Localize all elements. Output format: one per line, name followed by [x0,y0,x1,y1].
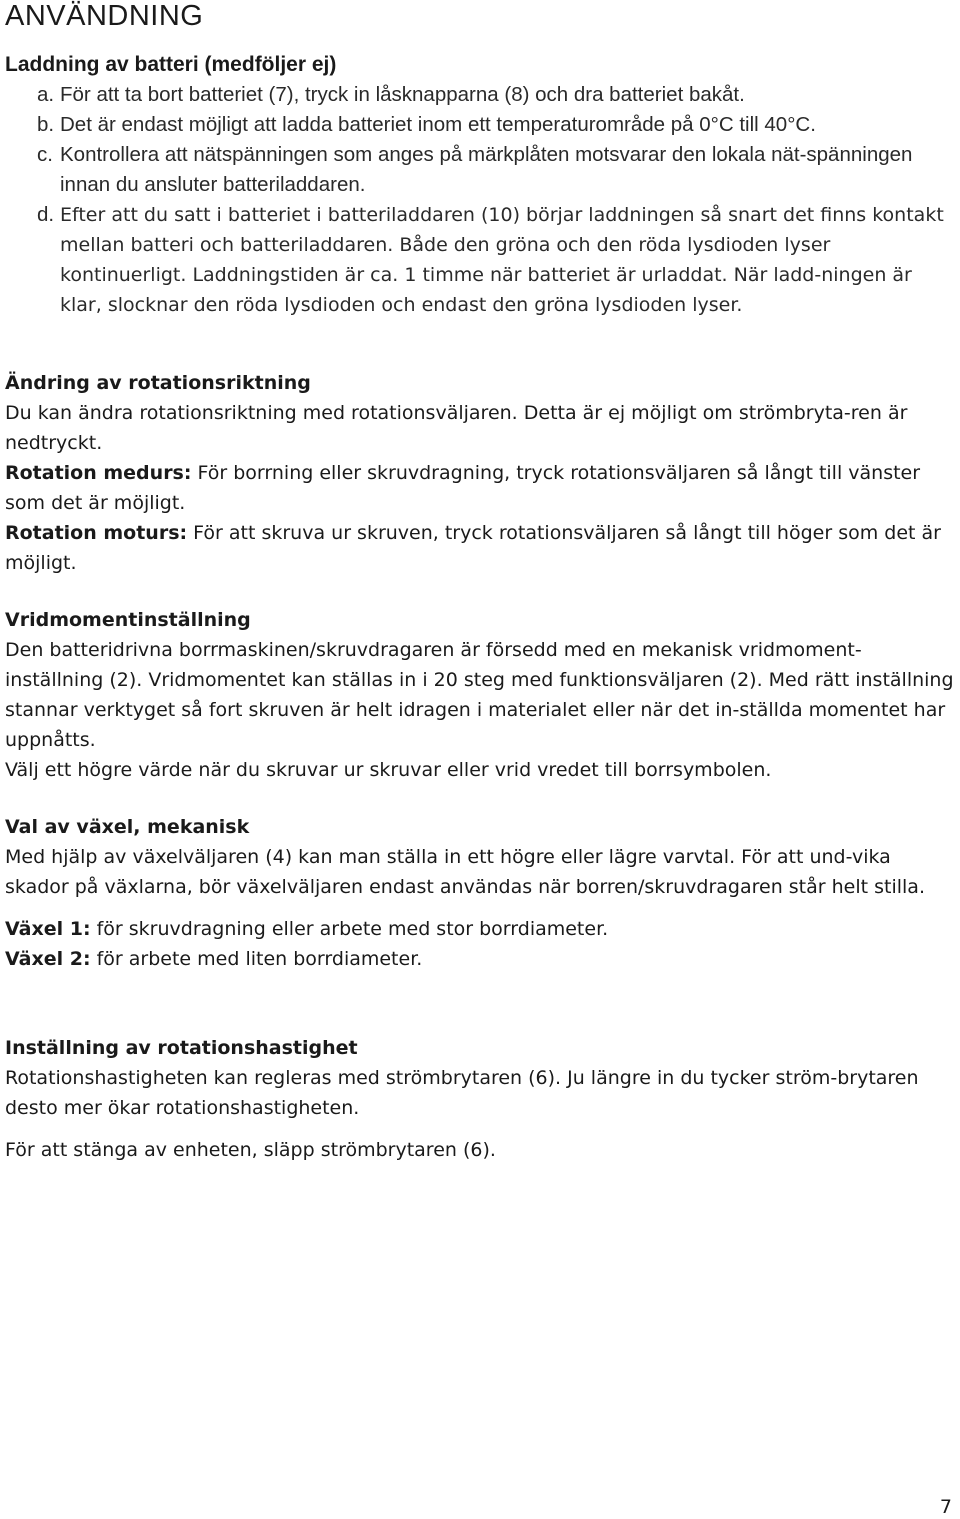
gear-2-text: för arbete med liten borrdiameter. [90,948,423,970]
rotation-counterclockwise-label: Rotation moturs: [5,522,188,544]
section-rotation-direction [5,368,955,578]
gear-1-label: Växel 1: [5,918,91,940]
page-number: 7 [939,1496,952,1518]
heading-torque: Vridmomentinställning [5,609,251,631]
battery-steps-list [5,80,955,320]
page-title: ANVÄNDNING [5,0,204,32]
gear-1-text: för skruvdragning eller arbete med stor borrdiameter. [90,918,609,940]
list-marker: c. [37,143,53,166]
rotation-intro: Du kan ändra rotationsriktning med rotationsväljaren. Detta är ej möjligt om strömbryta-ren är nedtryckt. [5,402,908,454]
list-item-text: Det är endast möjligt att ladda batteriet inom ett temperaturområde på 0°C till 40°C. [60,113,816,136]
list-item [5,80,955,110]
heading-gear-selection: Val av växel, mekanisk [5,816,250,838]
list-item [5,110,955,140]
rotation-clockwise [5,458,955,518]
list-item-text: Efter att du satt i batteriet i batteriladdaren (10) börjar laddningen så snart det finns kontakt mellan batteri och batteriladdaren. Både den gröna och den röda lysdioden lyser kontinuerligt. Laddningstiden är ca. 1 timme när batteriet är urladdat. När ladd-ningen är klar, slocknar den röda lysdioden och endast den gröna lysdioden lyser. [60,204,944,316]
list-item [5,140,955,200]
gear-2-label: Växel 2: [5,948,91,970]
torque-text: Den batteridrivna borrmaskinen/skruvdragaren är försedd med en mekanisk vridmoment-inställning (2). Vridmomentet kan ställas in i 20 steg med funktionsväljaren (2). Med rätt inställning stannar verktyget så fort skruven är helt idragen i materialet eller när det in-ställda momentet har uppnåtts. [5,639,954,751]
section-torque [5,605,955,785]
list-item-text: För att ta bort batteriet (7), tryck in låsknapparna (8) och dra batteriet bakåt. [60,83,745,106]
list-item-text: Kontrollera att nätspänningen som anges på märkplåten motsvarar den lokala nät-spänningen innan du ansluter batteriladdaren. [60,143,913,196]
rotation-counterclockwise [5,518,955,578]
speed-off-text: För att stänga av enheten, släpp strömbrytaren (6). [5,1139,496,1161]
list-marker: a. [37,83,55,106]
heading-battery-charging: Laddning av batteri (medföljer ej) [5,53,337,76]
list-marker: b. [37,113,55,136]
list-marker: d. [37,203,55,226]
gear-2 [5,944,955,974]
section-battery-charging [5,50,955,320]
gear-text: Med hjälp av växelväljaren (4) kan man ställa in ett högre eller lägre varvtal. För att und-vika skador på växlarna, bör växelväljaren endast användas när borren/skruvdragaren står helt stilla. [5,846,925,898]
rotation-counterclockwise-text: För att skruva ur skruven, tryck rotationsväljaren så långt till höger som det är möjligt. [5,522,941,574]
list-item [5,200,955,320]
heading-rotation-direction: Ändring av rotationsriktning [5,372,311,394]
speed-text: Rotationshastigheten kan regleras med strömbrytaren (6). Ju längre in du tycker ström-brytaren desto mer ökar rotationshastigheten. [5,1067,919,1119]
gear-1 [5,914,955,944]
rotation-clockwise-label: Rotation medurs: [5,462,192,484]
rotation-clockwise-text: För borrning eller skruvdragning, tryck rotationsväljaren så långt till vänster som det är möjligt. [5,462,921,514]
section-gear-selection [5,812,955,974]
torque-tip: Välj ett högre värde när du skruvar ur skruvar eller vrid vredet till borrsymbolen. [5,759,772,781]
heading-rotation-speed: Inställning av rotationshastighet [5,1037,358,1059]
section-rotation-speed [5,1033,955,1165]
